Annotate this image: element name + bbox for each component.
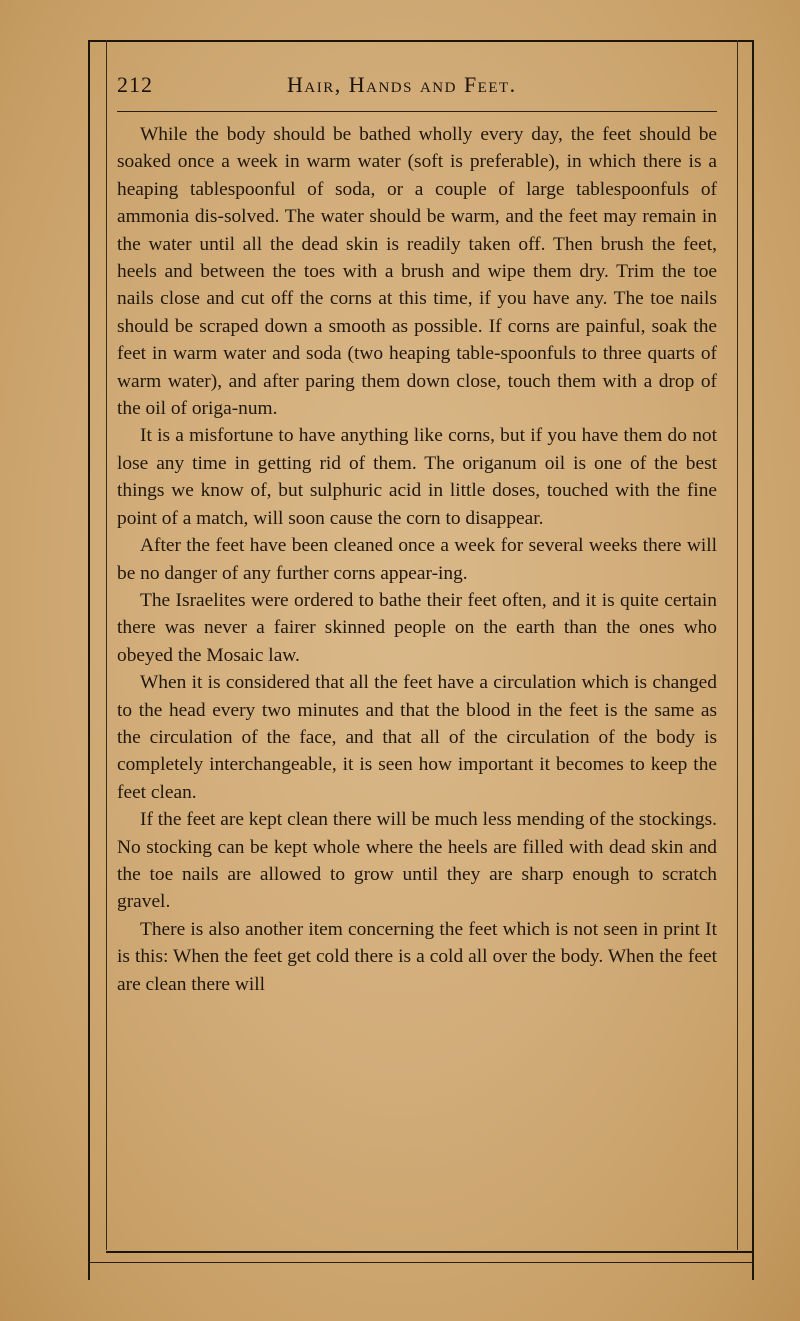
page-number: 212 [117,72,153,97]
header-rule [117,111,717,112]
paragraph-weekly-cleaning: After the feet have been cleaned once a week for several weeks there will be no danger of any further corns appear-ing. [117,535,717,584]
paragraph-cold-feet: There is also another item concerning the feet which is not seen in print It is this: When the feet get cold there is a cold all over the body. When the feet are clean there will [117,918,717,995]
frame-right-border [752,40,754,1280]
paragraph-circulation: When it is considered that all the feet have a circulation which is changed to the head every two minutes and that the blood in the feet is the same as the circulation of the face, and that all of the circulation of the body is completely interchangeable, it is seen how important it becomes to keep the feet clean. [117,672,717,803]
inner-left-border [106,40,107,1250]
body-text [117,121,717,998]
page-header [117,72,717,102]
paragraph-israelites: The Israelites were ordered to bathe their feet often, and it is quite certain there was never a fairer skinned people on the earth than the ones who obeyed the Mosaic law. [117,589,717,666]
inner-right-border [737,40,738,1250]
frame-top-border [88,40,752,42]
paragraph-corns-misfortune: It is a misfortune to have anything like corns, but if you have them do not lose any time in getting rid of them. The origanum oil is one of the best things we know of, but sulphuric acid in little doses, touched with the fine point of a match, will soon cause the corn to disappear. [117,425,717,529]
bottom-rule [106,1251,752,1253]
paragraph-bathing-feet: While the body should be bathed wholly every day, the feet should be soaked once a week in warm water (soft is preferable), in which there is a heaping tablespoonful of soda, or a couple of large tablespoonfuls of ammonia dis-solved. The water should be warm, and the feet may remain in the water until all the dead skin is readily taken off. Then brush the feet, heels and between the toes with a brush and wipe them dry. Trim the toe nails close and cut off the corns at this time, if you have any. The toe nails should be scraped down a smooth as possible. If corns are painful, soak the feet in warm water and soda (two heaping table-spoonfuls to three quarts of warm water), and after paring them down close, touch them with a drop of the oil of origa-num. [117,124,717,420]
bottom-rule-outer [88,1262,754,1263]
running-title: Hair, Hands and Feet. [287,72,517,97]
paragraph-stockings: If the feet are kept clean there will be much less mending of the stockings. No stocking can be kept whole where the heels are filled with dead skin and the toe nails are allowed to grow until they are sharp enough to scratch gravel. [117,809,717,913]
frame-left-border [88,40,90,1280]
